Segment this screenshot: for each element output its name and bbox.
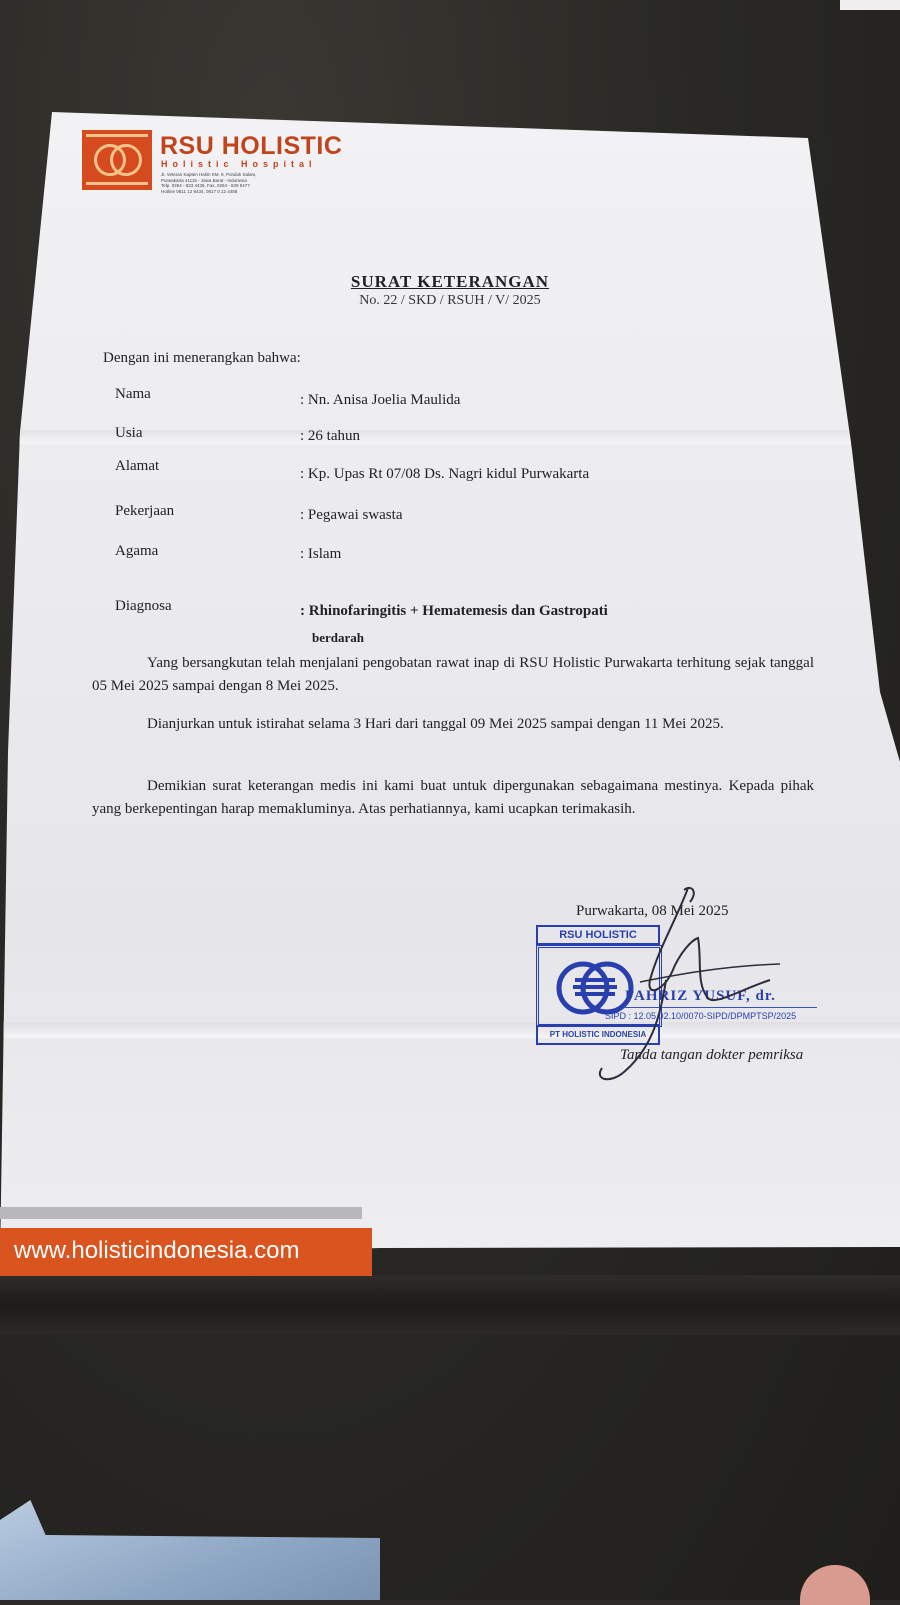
stamp-top-label: RSU HOLISTIC [536,925,660,945]
field-value-nama: : Nn. Anisa Joelia Maulida [300,392,461,408]
doctor-name: FAHRIZ YUSUF, dr. [625,988,776,1004]
address-line: Jl. Veteran Kapten Halim KM. 9, Pondok Salam, [161,172,257,177]
footer-website-link[interactable]: www.holisticindonesia.com [14,1237,300,1264]
field-value-agama: : Islam [300,546,342,562]
paragraph-text: Demikian surat keterangan medis ini kami buat untuk dipergunakan sebagaimana mestinya. Kepada pihak yang berkepentingan harap memakluminya. Atas perhatiannya, kami ucapkan terimakasih. [92,778,814,817]
field-label-pekerjaan: Pekerjaan [115,503,175,519]
intro-text: Dengan ini menerangkan bahwa: [103,350,301,366]
stamp-bottom-label: PT HOLISTIC INDONESIA [536,1025,660,1045]
logo-ring [110,144,142,176]
field-label-diagnosa: Diagnosa [115,598,172,614]
address-line: Purwakarta 41115 - Jawa Barat - Indonesia [161,177,247,183]
field-value-alamat: : Kp. Upas Rt 07/08 Ds. Nagri kidul Purwakarta [300,466,590,482]
paragraph-rest [92,713,814,736]
hospital-subtitle: Holistic Hospital [161,159,317,169]
field-label-agama: Agama [115,543,159,559]
logo-bar [86,182,148,185]
doctor-sip: SIPD : 12.05.02.10/0070-SIPD/DPMPTSP/2025 [605,1011,797,1021]
hospital-address [161,172,341,194]
diagnosa-continuation: berdarah [312,630,364,645]
field-value-usia: : 26 tahun [300,428,360,444]
hospital-name: RSU HOLISTIC [160,132,343,160]
field-value-diagnosa: : Rhinofaringitis + Hematemesis dan Gastropati [300,603,608,619]
document-number: No. 22 / SKD / RSUH / V/ 2025 [359,293,541,308]
place-date: Purwakarta, 08 Mei 2025 [576,903,729,919]
logo-bar [86,134,148,137]
paragraph-treatment [92,652,814,698]
field-value-pekerjaan: : Pegawai swasta [300,507,403,523]
footer-grey-stripe [0,1207,362,1219]
hospital-logo-icon [82,130,152,190]
paragraph-text: Dianjurkan untuk istirahat selama 3 Hari dari tanggal 09 Mei 2025 sampai dengan 11 Mei 2025. [147,716,724,732]
field-label-nama: Nama [115,386,151,402]
field-label-alamat: Alamat [115,458,160,474]
corner-paper [840,0,900,10]
document-title: SURAT KETERANGAN [350,272,550,291]
handwritten-signature [580,880,790,1110]
paragraph-text: Yang bersangkutan telah menjalani pengobatan rawat inap di RSU Holistic Purwakarta terhitung sejak tanggal 05 Mei 2025 sampai dengan 8 Mei 2025. [92,655,814,694]
address-line: Hotline 0811 12 9434, 0817 0 12 4458 [161,188,238,194]
couch-seam [0,1275,900,1335]
paragraph-closing [92,775,814,821]
address-line: Telp. 0264 - 823 4436, Fax. 0264 - 829 5477 [161,183,250,188]
signature-label: Tanda tangan dokter pemriksa [620,1047,804,1063]
field-label-usia: Usia [115,425,143,441]
